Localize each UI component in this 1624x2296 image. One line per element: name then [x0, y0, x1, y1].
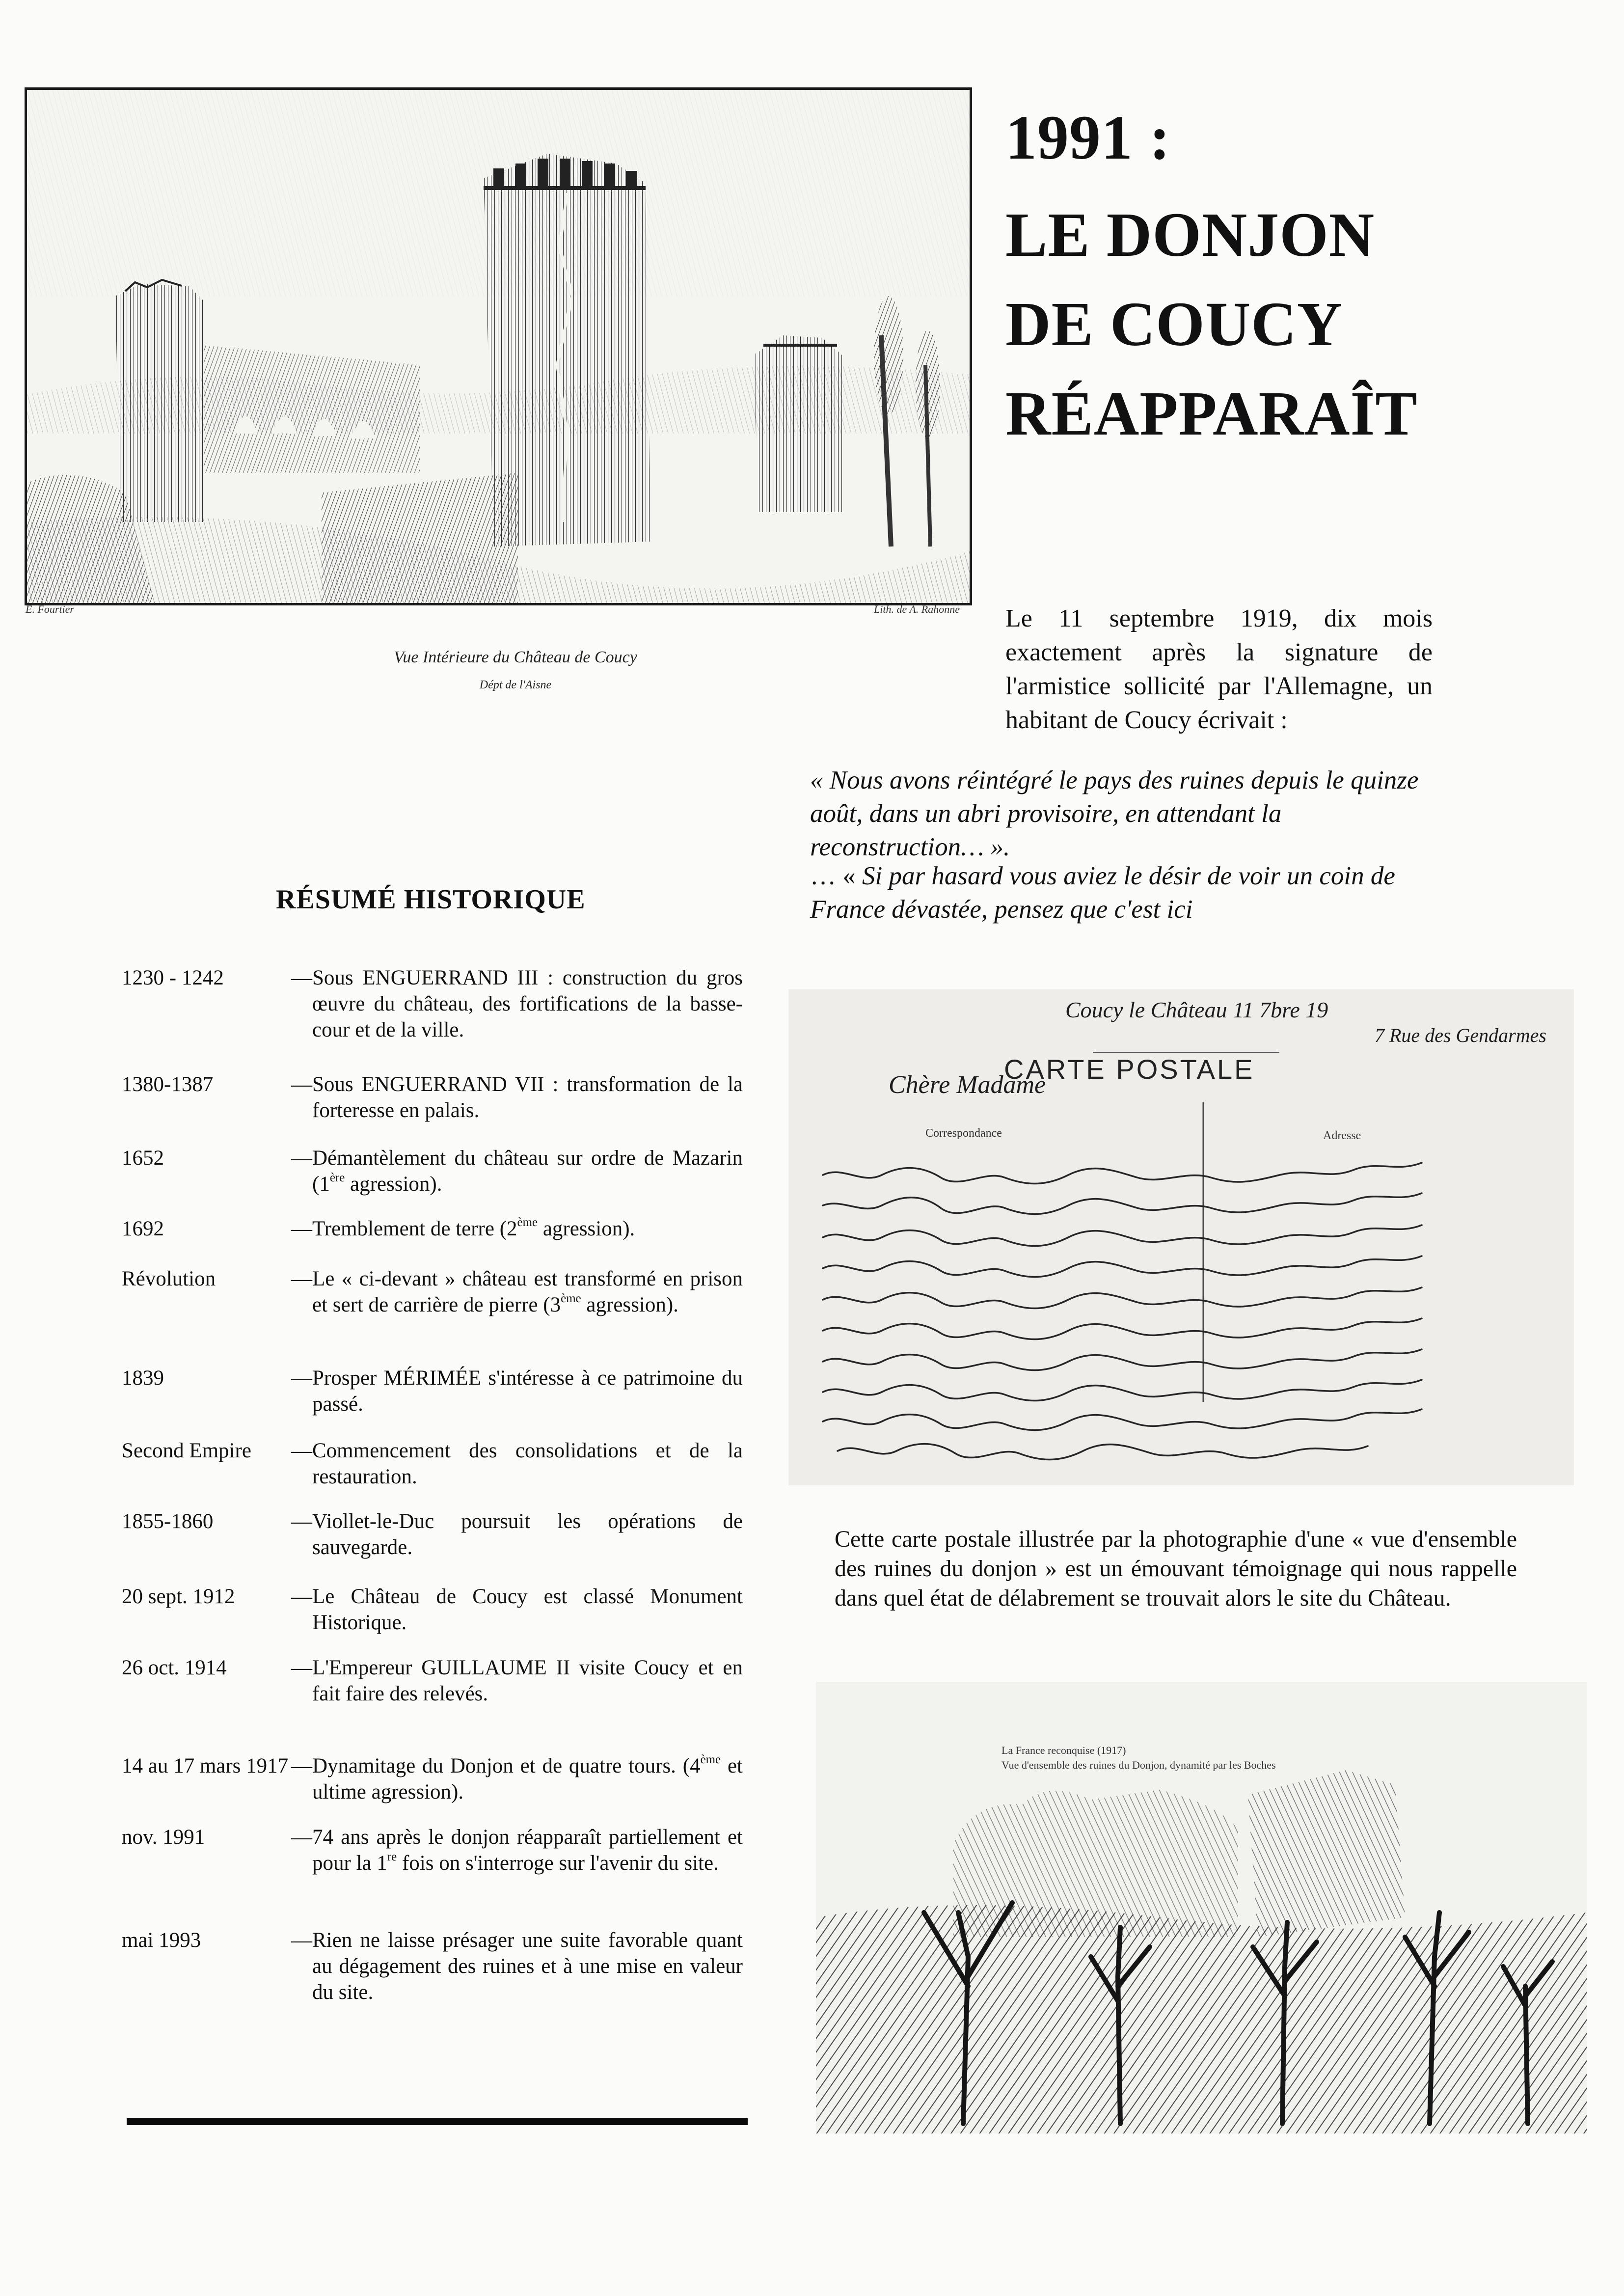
intro-paragraph: Le 11 septembre 1919, dix mois exactement après la signature de l'armistice sollicité par l'Allemagne, un habitant de Coucy écrivait : — [1005, 604, 1433, 734]
chronology-text: Démantèlement du château sur ordre de Mazarin (1ère agression). — [312, 1147, 743, 1196]
em-dash: — — [291, 1656, 312, 1679]
chronology-row — [122, 1365, 743, 1417]
chronology-date: nov. 1991 — [122, 1826, 205, 1849]
chronology-text: L'Empereur GUILLAUME II visite Coucy et en fait faire des relevés. — [312, 1656, 743, 1705]
postcard-caption: Cette carte postale illustrée par la photographie d'une « vue d'ensemble des ruines du donjon » est un émouvant témoignage qui nous rappelle dans quel état de délabrement se trouvait alors le site du Château. — [835, 1526, 1517, 1611]
chronology-row — [122, 1145, 743, 1197]
chronology-text: Dynamitage du Donjon et de quatre tours. (4ème et ultime agression). — [312, 1752, 743, 1804]
em-dash: — — [291, 1073, 312, 1096]
em-dash: — — [291, 1267, 312, 1290]
chronology-description — [291, 1216, 743, 1242]
chronology-row — [122, 1266, 743, 1318]
em-dash: — — [291, 1217, 312, 1240]
ruins-printed-caption-2: Vue d'ensemble des ruines du Donjon, dynamité par les Boches — [1001, 1759, 1276, 1771]
chronology-description — [291, 1753, 743, 1805]
engraving-artist-left: E. Fourtier — [26, 603, 74, 615]
chronology-row — [122, 1438, 743, 1490]
postcard-adresse-label: Adresse — [1323, 1129, 1361, 1142]
chronology-row — [122, 1584, 743, 1636]
em-dash: — — [291, 1439, 312, 1462]
chronology-text: 74 ans après le donjon réapparaît partiellement et pour la 1re fois on s'interroge sur l'avenir du site. — [312, 1826, 743, 1875]
quote-2-prefix: … « — [810, 862, 862, 890]
em-dash: — — [291, 1510, 312, 1533]
section-rule — [127, 2118, 748, 2125]
chronology-text: Le « ci-devant » château est transformé en prison et sert de carrière de pierre (3ème agression). — [312, 1267, 743, 1316]
chronology-description — [291, 1584, 743, 1636]
postcard-correspondance-label: Correspondance — [925, 1127, 1002, 1140]
em-dash: — — [291, 1929, 312, 1952]
em-dash: — — [291, 1147, 312, 1170]
chronology-date: 1380-1387 — [122, 1073, 214, 1096]
page-title-line-2: DE COUCY — [1005, 289, 1343, 359]
chronology-date: Second Empire — [122, 1439, 251, 1462]
chronology-text: Rien ne laisse présager une suite favorable quant au dégagement des ruines et à une mise en valeur du site. — [312, 1929, 743, 2004]
chateau-engraving — [25, 87, 972, 605]
chronology-text: Sous ENGUERRAND III : construction du gros œuvre du château, des fortifications de la basse-cour et de la ville. — [312, 966, 743, 1041]
chronology-text: Commencement des consolidations et de la restauration. — [312, 1439, 743, 1488]
chronology-row — [122, 1655, 743, 1707]
chronology-date: 20 sept. 1912 — [122, 1585, 235, 1608]
chronology-date: mai 1993 — [122, 1929, 201, 1952]
chronology-row — [122, 1753, 743, 1805]
chronology-row — [122, 1824, 743, 1876]
chronology-date: 1692 — [122, 1217, 164, 1240]
quote-1: « Nous avons réintégré le pays des ruines depuis le quinze août, dans un abri provisoire, en attendant la reconstruction… ». — [810, 766, 1419, 861]
chronology-description — [291, 1266, 743, 1318]
engraving-artist-right: Lith. de A. Rahonne — [874, 603, 960, 615]
chronology-date: 1839 — [122, 1367, 164, 1390]
chronology-description — [291, 1438, 743, 1490]
chronology-row — [122, 1508, 743, 1560]
chronology-date: 1230 - 1242 — [122, 966, 224, 989]
postcard-label: CARTE POSTALE — [1004, 1054, 1255, 1085]
em-dash: — — [291, 1754, 312, 1777]
chronology-date: 1652 — [122, 1147, 164, 1170]
page-title-year: 1991 : — [1005, 103, 1171, 172]
chronology-description — [291, 1071, 743, 1123]
chronology-row — [122, 1216, 743, 1242]
engraving-caption-sub: Dépt de l'Aisne — [479, 679, 552, 691]
chronology-description — [291, 1927, 743, 2005]
chronology-date: Révolution — [122, 1267, 216, 1290]
chronology-text: Viollet-le-Duc poursuit les opérations de sauvegarde. — [312, 1510, 743, 1559]
chronology-date: 14 au 17 mars 1917 — [122, 1754, 289, 1777]
quote-2-text: Si par hasard vous aviez le désir de voir un coin de France dévastée, pensez que c'est ici — [810, 862, 1395, 924]
chronology-date: 26 oct. 1914 — [122, 1656, 227, 1679]
chronology-description — [291, 1508, 743, 1560]
em-dash: — — [291, 966, 312, 989]
chronology-text: Prosper MÉRIMÉE s'intéresse à ce patrimoine du passé. — [312, 1367, 743, 1416]
page-title-line-3: RÉAPPARAÎT — [1005, 379, 1418, 448]
postcard-salutation: Chère Madame — [889, 1071, 1046, 1099]
chronology-description — [291, 1824, 743, 1876]
resume-title: RÉSUMÉ HISTORIQUE — [276, 884, 586, 915]
quote-2 — [810, 859, 1441, 926]
em-dash: — — [291, 1367, 312, 1390]
em-dash: — — [291, 1585, 312, 1608]
ruins-photo — [816, 1682, 1587, 2133]
chronology-text: Le Château de Coucy est classé Monument Historique. — [312, 1585, 743, 1634]
chronology-date: 1855-1860 — [122, 1510, 214, 1533]
chronology-row — [122, 965, 743, 1043]
engraving-caption: Vue Intérieure du Château de Coucy — [394, 648, 637, 666]
chronology-description — [291, 1365, 743, 1417]
page-title-line-1: LE DONJON — [1005, 200, 1375, 270]
chronology-description — [291, 965, 743, 1043]
chronology-row — [122, 1927, 743, 2005]
chronology-text: Sous ENGUERRAND VII : transformation de la forteresse en palais. — [312, 1073, 743, 1122]
postcard-address-script: 7 Rue des Gendarmes — [1375, 1024, 1546, 1046]
chronology-description — [291, 1655, 743, 1707]
em-dash: — — [291, 1826, 312, 1849]
postcard-date-script: Coucy le Château 11 7bre 19 — [1065, 997, 1328, 1022]
chronology-text: Tremblement de terre (2ème agression). — [312, 1215, 635, 1240]
ruins-printed-caption-1: La France reconquise (1917) — [1001, 1744, 1126, 1756]
chronology-description — [291, 1145, 743, 1197]
chronology-row — [122, 1071, 743, 1123]
